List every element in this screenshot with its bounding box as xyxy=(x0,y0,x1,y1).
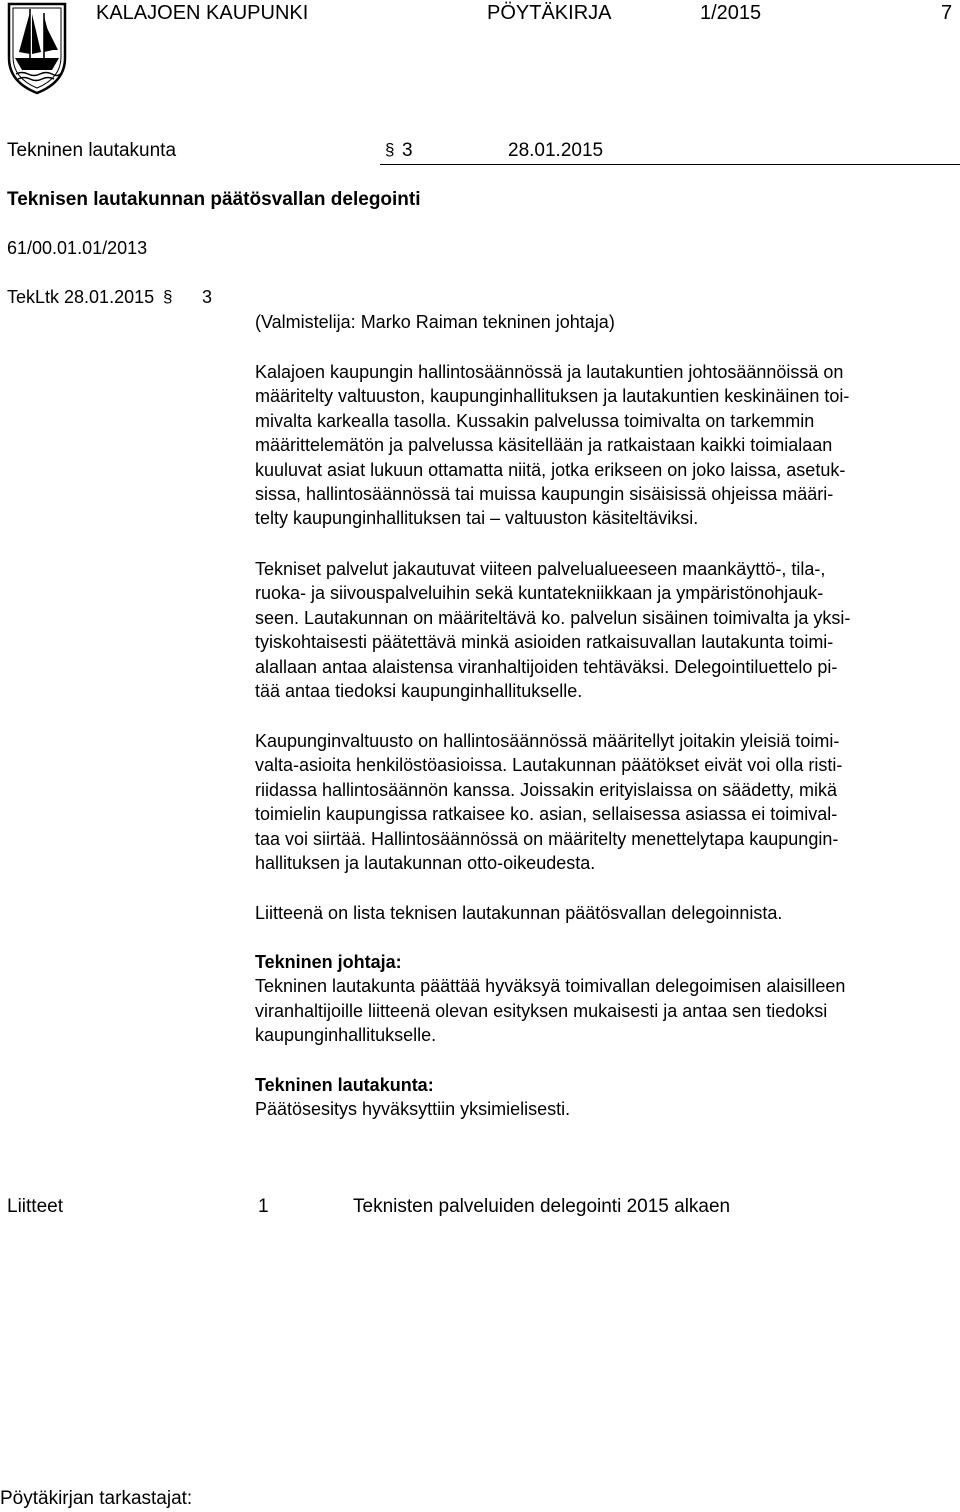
attachment-number: 1 xyxy=(258,1196,269,1217)
decision-block xyxy=(255,1073,945,1122)
text-line: seen. Lautakunnan on määriteltävä ko. palvelun sisäinen toimivalta ja yksi- xyxy=(255,607,851,628)
decision-heading: Tekninen lautakunta: xyxy=(255,1075,434,1095)
proposal-block xyxy=(255,950,945,1048)
header-doc-number: 1/2015 xyxy=(700,2,762,24)
text-line: viranhaltijoille liitteenä olevan esityksen mukaisesti ja antaa sen tiedoksi xyxy=(255,1000,828,1021)
text-line: Kalajoen kaupungin hallintosäännössä ja lautakuntien johtosäännöissä on xyxy=(255,362,844,382)
meeting-body: Tekninen lautakunta xyxy=(7,140,177,161)
coat-of-arms-ship-icon xyxy=(6,0,68,96)
text-line: määrittelemätön ja palvelussa käsitellään ja ratkaistaan kaikki toimialaan xyxy=(255,435,833,456)
preparer-line: (Valmistelija: Marko Raiman tekninen johtaja) xyxy=(255,312,615,332)
proposal-heading: Tekninen johtaja: xyxy=(255,952,402,972)
decision-text: Päätösesitys hyväksyttiin yksimielisesti. xyxy=(255,1099,571,1120)
ref-prefix: TekLtk 28.01.2015 xyxy=(7,287,155,307)
header-page-number: 7 xyxy=(941,2,953,24)
text-line: tää antaa tiedoksi kaupunginhallitukselle. xyxy=(255,681,583,702)
text-line: taa voi siirtää. Hallintosäännössä on määritelty menettelytapa kaupungin- xyxy=(255,828,839,849)
header-org: KALAJOEN KAUPUNKI xyxy=(96,2,309,24)
text-line: sissa, hallintosäännössä tai muissa kaupungin sisäisissä ohjeissa määri- xyxy=(255,484,834,505)
text-line: Tekniset palvelut jakautuvat viiteen palvelualueeseen maankäyttö-, tila-, xyxy=(255,559,826,579)
paragraph-4 xyxy=(255,901,945,925)
reviewers-label: Pöytäkirjan tarkastajat: xyxy=(0,1488,193,1509)
text-line: Kaupunginvaltuusto on hallintosäännössä määritellyt joitakin yleisiä toimi- xyxy=(255,731,840,751)
text-line: riidassa hallintosäännön kanssa. Joissakin erityislaissa on säädetty, mikä xyxy=(255,779,837,800)
ref-section-symbol: § xyxy=(163,287,173,306)
attachment-title: Teknisten palveluiden delegointi 2015 alkaen xyxy=(353,1196,731,1217)
meeting-date: 28.01.2015 xyxy=(508,140,604,161)
paragraph-1 xyxy=(255,360,945,531)
paragraph-2 xyxy=(255,557,945,703)
text-line: Liitteenä on lista teknisen lautakunnan päätösvallan delegoinnista. xyxy=(255,903,783,923)
header-doc-type: PÖYTÄKIRJA xyxy=(487,2,612,24)
section-symbol: § xyxy=(385,140,395,159)
text-line: mivalta karkealla tasolla. Kussakin palvelussa toimivalta on tarkemmin xyxy=(255,410,815,431)
ref-section-number: 3 xyxy=(202,287,213,307)
text-line: kuuluvat asiat lukuun ottamatta niitä, jotka erikseen on joko laissa, asetuk- xyxy=(255,459,846,480)
text-line: alallaan antaa alaistensa viranhaltijoiden tehtäväksi. Delegointiluettelo pi- xyxy=(255,656,838,677)
section-number: 3 xyxy=(402,140,413,161)
paragraph-3 xyxy=(255,729,945,875)
attachments-label: Liitteet xyxy=(7,1196,63,1217)
text-line: valta-asioita henkilöstöasioissa. Lautakunnan päätökset eivät voi olla risti- xyxy=(255,755,843,776)
text-line: kaupunginhallitukselle. xyxy=(255,1025,437,1046)
text-line: hallituksen ja lautakunnan otto-oikeudesta. xyxy=(255,853,596,874)
text-line: tyiskohtaisesti päätettävä minkä asioiden ratkaisuvallan lautakunta toimi- xyxy=(255,632,834,653)
text-line: ruoka- ja siivouspalveluihin sekä kuntatekniikkaan ja ympäristönohjauk- xyxy=(255,583,824,604)
file-number: 61/00.01.01/2013 xyxy=(7,238,148,258)
meeting-divider xyxy=(380,164,960,165)
matter-title: Teknisen lautakunnan päätösvallan delegointi xyxy=(7,189,421,210)
text-line: telty kaupunginhallituksen tai – valtuuston käsiteltäviksi. xyxy=(255,508,699,529)
text-line: Tekninen lautakunta päättää hyväksyä toimivallan delegoimisen alaisilleen xyxy=(255,976,846,997)
text-line: toimielin kaupungissa ratkaisee ko. asian, sellaisessa asiassa ei toimival- xyxy=(255,804,838,825)
text-line: määritelty valtuuston, kaupunginhallituksen ja lautakuntien keskinäinen toi- xyxy=(255,386,850,407)
